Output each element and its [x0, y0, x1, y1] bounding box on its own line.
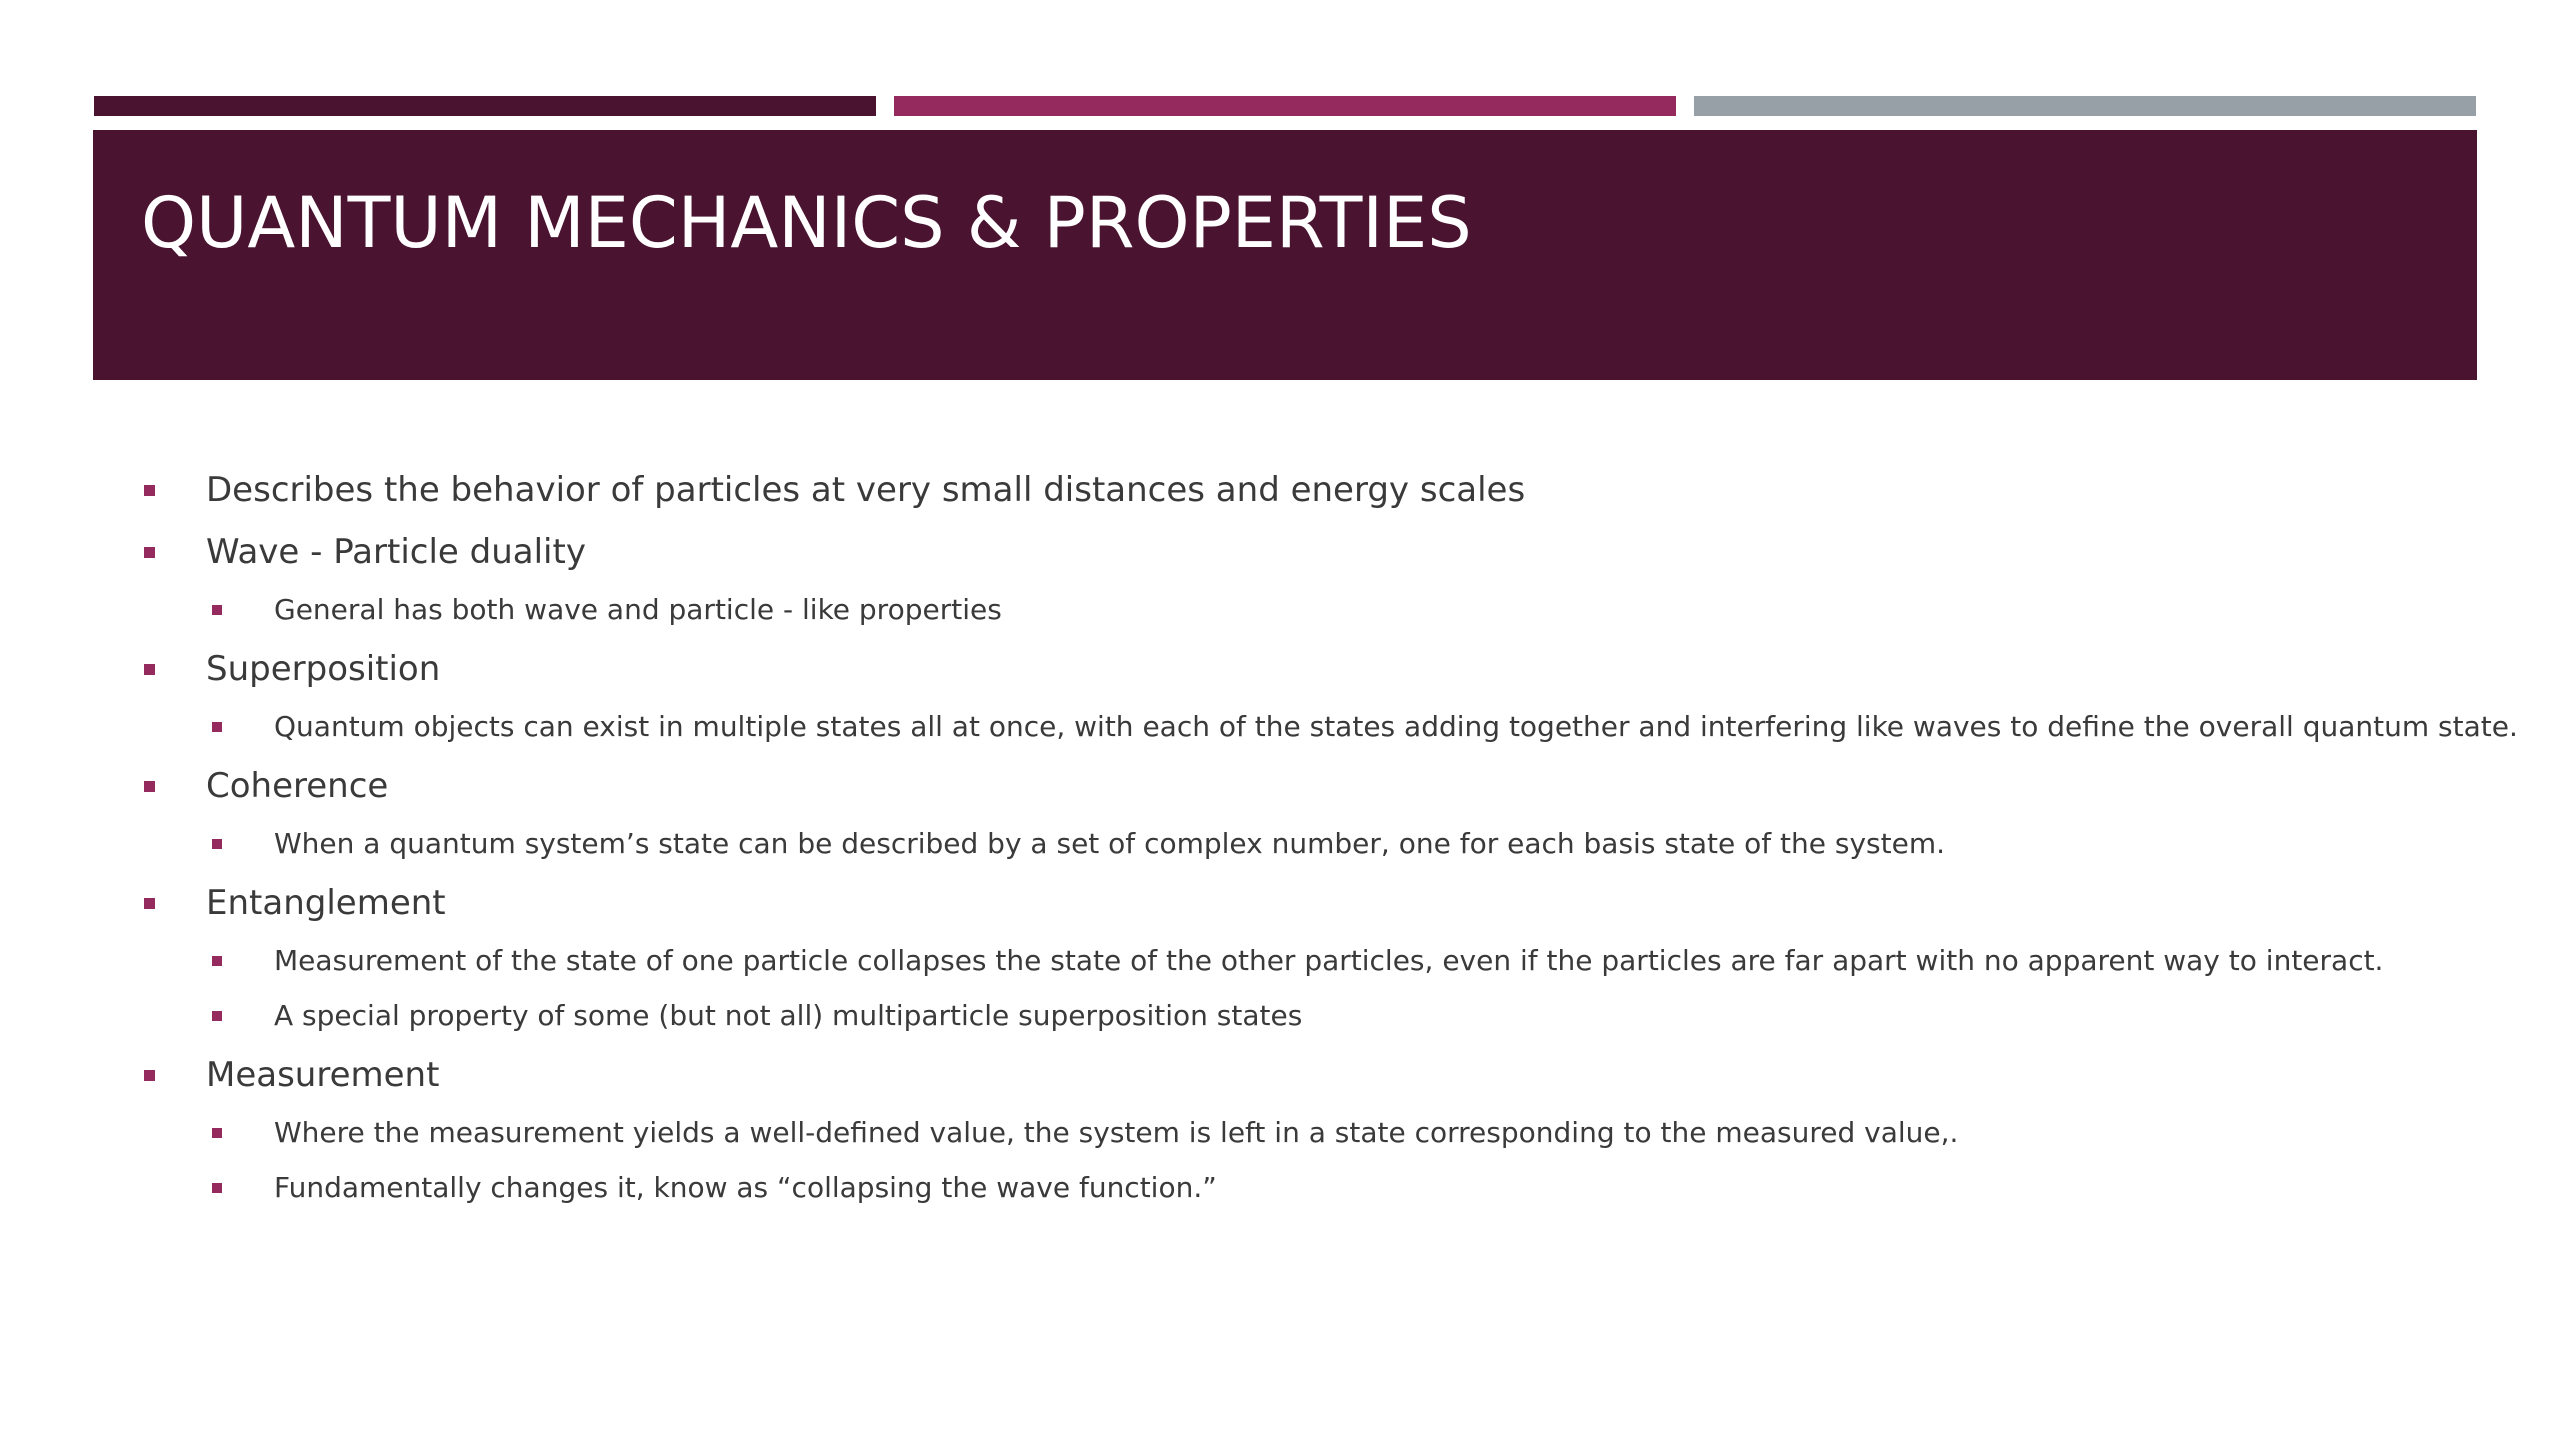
- square-bullet-icon: [212, 605, 222, 615]
- square-bullet-icon: [144, 1070, 155, 1081]
- bullet-item: [142, 766, 2472, 806]
- square-bullet-icon: [212, 1183, 222, 1193]
- title-band: [93, 130, 2477, 380]
- square-bullet-icon: [144, 781, 155, 792]
- square-bullet-icon: [212, 1128, 222, 1138]
- accent-bar-magenta: [894, 96, 1676, 116]
- content-area: [142, 470, 2518, 1205]
- bullet-text: Superposition: [206, 649, 441, 689]
- sub-bullet-item: [142, 710, 2518, 744]
- sub-bullet-item: [142, 1171, 2472, 1205]
- sub-bullet-text: A special property of some (but not all) multiparticle superposition states: [274, 999, 1303, 1032]
- square-bullet-icon: [144, 664, 155, 675]
- bullet-item: [142, 883, 2472, 923]
- slide-title: QUANTUM MECHANICS & PROPERTIES: [141, 182, 1472, 264]
- bullet-text: Coherence: [206, 766, 389, 806]
- sub-bullet-item: [142, 944, 2472, 978]
- bullet-text: Wave - Particle duality: [206, 532, 586, 572]
- bullet-item: [142, 1055, 2472, 1095]
- square-bullet-icon: [212, 1011, 222, 1021]
- bullet-text: Describes the behavior of particles at very small distances and energy scales: [206, 470, 1526, 510]
- square-bullet-icon: [212, 839, 222, 849]
- bullet-text: Entanglement: [206, 883, 446, 923]
- bullet-text: Measurement: [206, 1055, 440, 1095]
- sub-bullet-item: [142, 1116, 2472, 1150]
- square-bullet-icon: [212, 956, 222, 966]
- sub-bullet-text: General has both wave and particle - like properties: [274, 593, 1002, 626]
- accent-bar-dark: [94, 96, 876, 116]
- sub-bullet-item: [142, 827, 2472, 861]
- bullet-item: [142, 470, 2472, 510]
- sub-bullet-text: Where the measurement yields a well-defined value, the system is left in a state corresponding to the measured value,.: [274, 1116, 1959, 1149]
- sub-bullet-text: When a quantum system’s state can be described by a set of complex number, one for each basis state of the system.: [274, 827, 1946, 860]
- sub-bullet-item: [142, 999, 2472, 1033]
- sub-bullet-text: Fundamentally changes it, know as “collapsing the wave function.”: [274, 1171, 1217, 1204]
- square-bullet-icon: [144, 898, 155, 909]
- square-bullet-icon: [212, 722, 222, 732]
- sub-bullet-text: Measurement of the state of one particle collapses the state of the other particles, even if the particles are far apart with no apparent way to interact.: [274, 944, 2384, 977]
- bullet-item: [142, 649, 2472, 689]
- accent-bar-gray: [1694, 96, 2476, 116]
- sub-bullet-item: [142, 593, 2472, 627]
- bullet-list: [142, 470, 2518, 1205]
- square-bullet-icon: [144, 485, 155, 496]
- bullet-item: [142, 532, 2472, 572]
- sub-bullet-text: Quantum objects can exist in multiple states all at once, with each of the states adding together and interfering like waves to define the overall quantum state.: [274, 710, 2518, 743]
- square-bullet-icon: [144, 547, 155, 558]
